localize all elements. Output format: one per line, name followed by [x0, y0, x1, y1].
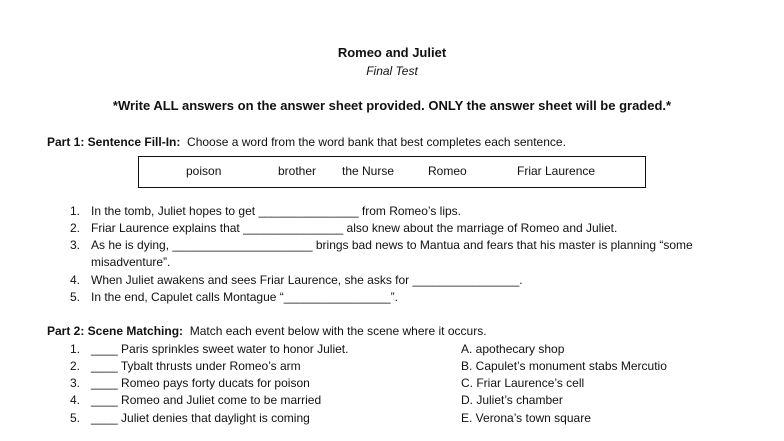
test-subtitle: Final Test — [366, 64, 418, 78]
item-number: 1. — [69, 204, 80, 218]
list-item: C. Friar Laurence’s cell — [461, 376, 585, 390]
item-number: 4. — [69, 273, 80, 287]
item-number: 5. — [69, 290, 80, 304]
word-bank-item: Romeo — [428, 164, 467, 178]
item-text: As he is dying, _____________________ brings bad news to Mantua and fears that his master is planning “some — [91, 238, 693, 252]
item-text: Friar Laurence explains that _______________ also knew about the marriage of Romeo and Juliet. — [91, 221, 618, 235]
item-number: 3. — [69, 376, 80, 390]
item-number: 1. — [69, 342, 80, 356]
list-item: E. Verona’s town square — [461, 411, 591, 425]
list-item: D. Juliet’s chamber — [461, 393, 563, 407]
part2-directions: Match each event below with the scene where it occurs. — [189, 324, 487, 338]
part1-directions: Choose a word from the word bank that best completes each sentence. — [187, 135, 566, 149]
item-number: 2. — [69, 359, 80, 373]
item-number: 2. — [69, 221, 80, 235]
item-text: ____ Romeo pays forty ducats for poison — [91, 376, 310, 390]
test-title: Romeo and Juliet — [337, 45, 447, 60]
item-text: ____ Paris sprinkles sweet water to honor Juliet. — [91, 342, 349, 356]
item-number: 5. — [69, 411, 80, 425]
word-bank-item: poison — [186, 164, 222, 178]
test-instruction: *Write ALL answers on the answer sheet provided. ONLY the answer sheet will be graded.* — [112, 98, 672, 113]
item-number: 3. — [69, 238, 80, 252]
list-item: B. Capulet’s monument stabs Mercutio — [461, 359, 667, 373]
item-text: misadventure”. — [91, 255, 171, 269]
part1-heading: Part 1: Sentence Fill-In: — [47, 135, 181, 149]
item-text: When Juliet awakens and sees Friar Laurence, she asks for ________________. — [91, 273, 523, 287]
list-item: A. apothecary shop — [461, 342, 565, 356]
word-bank — [138, 156, 646, 188]
word-bank-item: Friar Laurence — [517, 164, 596, 178]
item-text: In the end, Capulet calls Montague “________________”. — [91, 290, 398, 304]
item-text: ____ Tybalt thrusts under Romeo’s arm — [91, 359, 301, 373]
part1-heading-line — [47, 135, 566, 149]
part2-heading-line — [47, 324, 487, 338]
item-text: In the tomb, Juliet hopes to get _______________ from Romeo’s lips. — [91, 204, 462, 218]
item-text: ____ Romeo and Juliet come to be married — [91, 393, 322, 407]
item-text: ____ Juliet denies that daylight is coming — [91, 411, 310, 425]
item-number: 4. — [69, 393, 80, 407]
part2-heading: Part 2: Scene Matching: — [47, 324, 184, 338]
word-bank-item: the Nurse — [342, 164, 395, 178]
word-bank-item: brother — [278, 164, 317, 178]
